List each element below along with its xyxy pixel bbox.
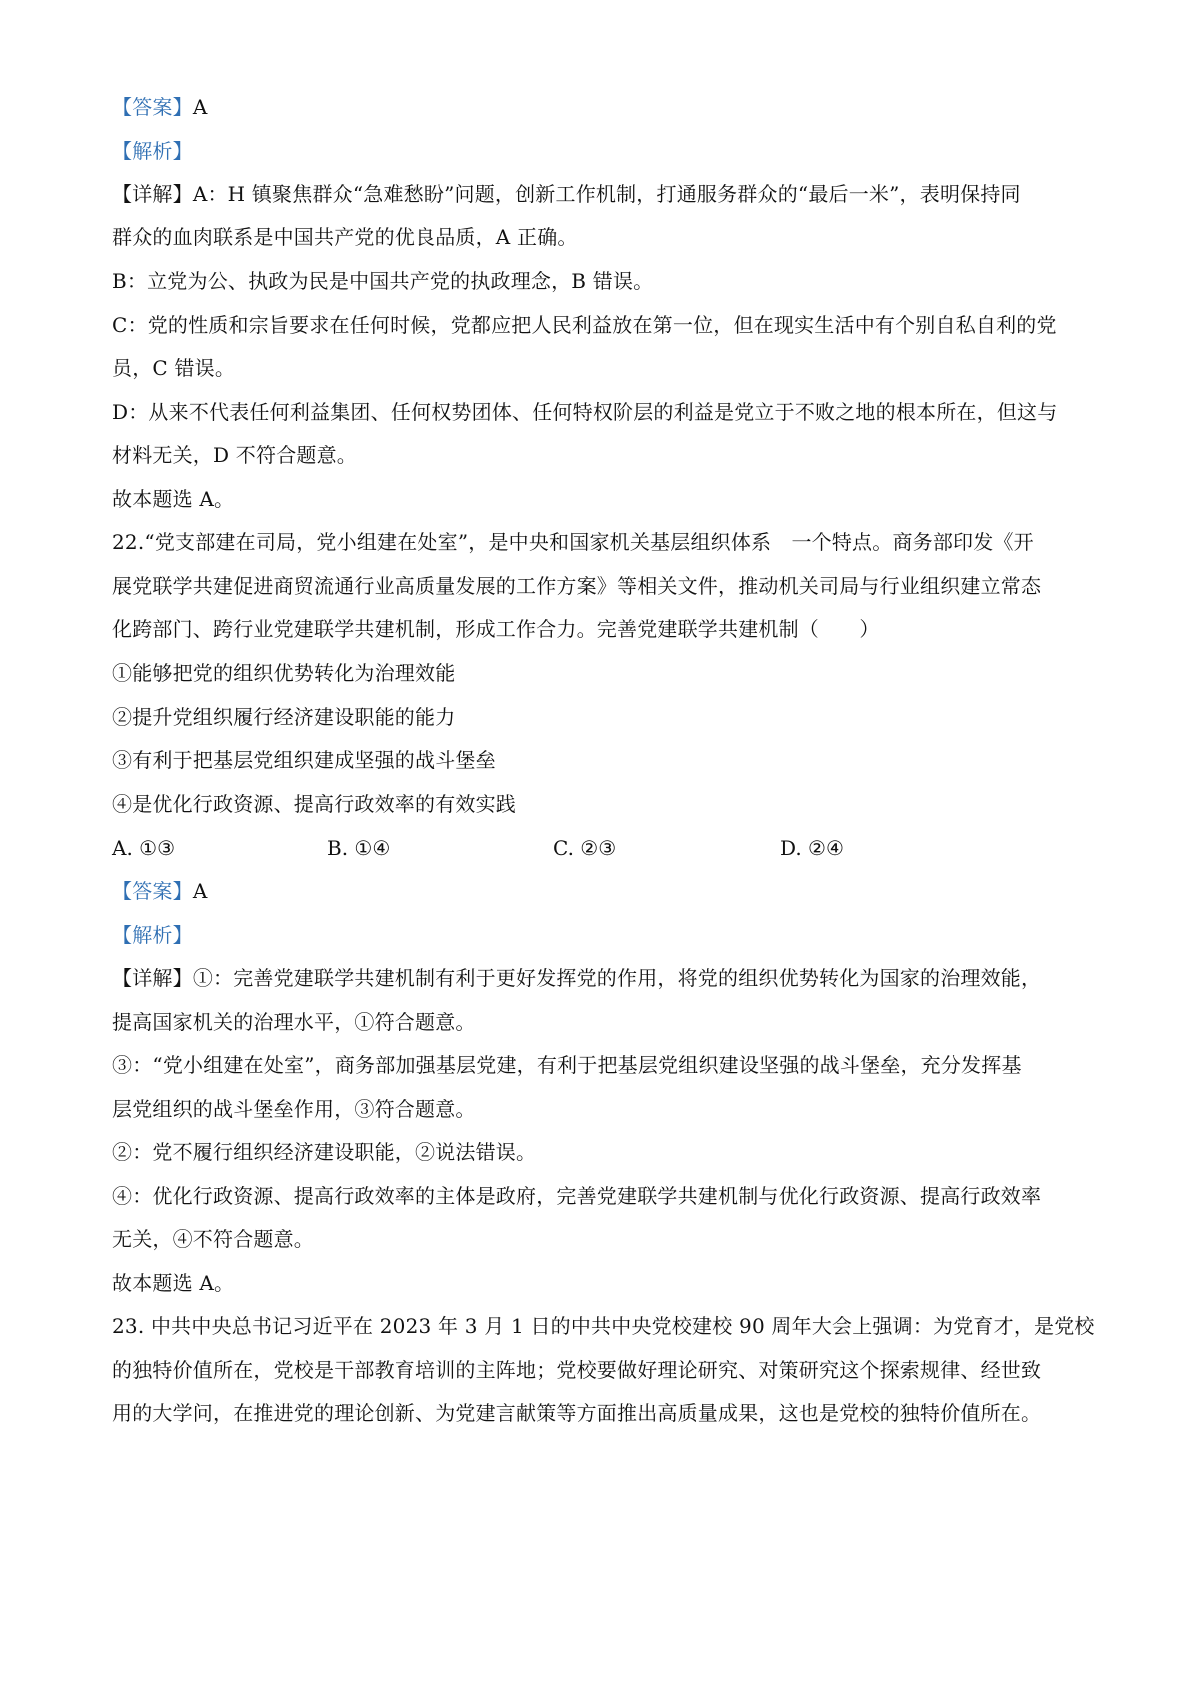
q21-option-c-explanation-1: C：党的性质和宗旨要求在任何时候，党都应把人民利益放在第一位，但在现实生活中有个别自私自利的党 xyxy=(112,313,1057,337)
q23-stem-line-2: 的独特价值所在，党校是干部教育培训的主阵地；党校要做好理论研究、对策研究这个探索规律、经世致 xyxy=(112,1358,1042,1382)
q22-statement-4-explanation-1: ④：优化行政资源、提高行政效率的主体是政府，完善党建联学共建机制与优化行政资源、提高行政效率 xyxy=(112,1184,1042,1208)
q22-statement-4-explanation-2: 无关，④不符合题意。 xyxy=(112,1227,314,1251)
q21-option-d-explanation-2: 材料无关，D 不符合题意。 xyxy=(112,443,357,467)
q22-option-b: B. ①④ xyxy=(327,836,391,860)
q22-option-a: A. ①③ xyxy=(112,836,176,860)
q21-conclusion: 故本题选 A。 xyxy=(112,487,235,511)
q21-detail-line-1 xyxy=(112,179,1102,209)
q22-options-row xyxy=(112,833,1102,863)
q22-stem-line-3: 化跨部门、跨行业党建联学共建机制，形成工作合力。完善党建联学共建机制（ ） xyxy=(112,617,880,641)
q22-detail-line-1 xyxy=(112,963,1102,993)
q21-option-b-explanation: B：立党为公、执政为民是中国共产党的执政理念，B 错误。 xyxy=(112,269,654,293)
q22-analysis-line xyxy=(112,920,1102,950)
q21-detail-line-2: 群众的血肉联系是中国共产党的优良品质，A 正确。 xyxy=(112,225,578,249)
q22-conclusion: 故本题选 A。 xyxy=(112,1271,235,1295)
detail-text: A：H 镇聚焦群众“急难愁盼”问题，创新工作机制，打通服务群众的“最后一米”，表明保持同 xyxy=(192,182,1021,206)
analysis-tag: 【解析】 xyxy=(112,139,193,163)
detail-tag: 【详解】 xyxy=(112,182,193,206)
q22-stem-line-2: 展党联学共建促进商贸流通行业高质量发展的工作方案》等相关文件，推动机关司局与行业组织建立常态 xyxy=(112,574,1042,598)
q22-statement-4: ④是优化行政资源、提高行政效率的有效实践 xyxy=(112,792,516,816)
answer-tag: 【答案】 xyxy=(112,879,193,903)
q22-statement-3-explanation-2: 层党组织的战斗堡垒作用，③符合题意。 xyxy=(112,1097,476,1121)
q22-option-d: D. ②④ xyxy=(780,836,844,860)
q22-detail-line-2: 提高国家机关的治理水平，①符合题意。 xyxy=(112,1010,476,1034)
answer-value: A xyxy=(192,95,208,119)
detail-tag: 【详解】 xyxy=(112,966,193,990)
q23-stem-line-1: 23. 中共中央总书记习近平在 2023 年 3 月 1 日的中共中央党校建校 90 周年大会上强调：为党育才，是党校 xyxy=(112,1314,1095,1338)
answer-value: A xyxy=(192,879,208,903)
q21-option-c-explanation-2: 员，C 错误。 xyxy=(112,356,236,380)
q22-statement-1: ①能够把党的组织优势转化为治理效能 xyxy=(112,661,456,685)
q23-stem-line-3: 用的大学问，在推进党的理论创新、为党建言献策等方面推出高质量成果，这也是党校的独特价值所在。 xyxy=(112,1401,1042,1425)
q22-statement-2-explanation: ②：党不履行组织经济建设职能，②说法错误。 xyxy=(112,1140,537,1164)
q22-option-c: C. ②③ xyxy=(553,836,617,860)
q22-stem-line-1: 22.“党支部建在司局，党小组建在处室”，是中央和国家机关基层组织体系 一个特点。商务部印发《开 xyxy=(112,530,1034,554)
q22-statement-2: ②提升党组织履行经济建设职能的能力 xyxy=(112,705,456,729)
analysis-tag: 【解析】 xyxy=(112,923,193,947)
detail-text: ①：完善党建联学共建机制有利于更好发挥党的作用，将党的组织优势转化为国家的治理效能， xyxy=(192,966,1042,990)
q21-option-d-explanation-1: D：从来不代表任何利益集团、任何权势团体、任何特权阶层的利益是党立于不败之地的根本所在，但这与 xyxy=(112,400,1058,424)
q21-analysis-line xyxy=(112,136,1102,166)
q22-answer-line xyxy=(112,876,1102,906)
q22-statement-3-explanation-1: ③：“党小组建在处室”，商务部加强基层党建，有利于把基层党组织建设坚强的战斗堡垒，充分发挥基 xyxy=(112,1053,1022,1077)
answer-tag: 【答案】 xyxy=(112,95,193,119)
q22-statement-3: ③有利于把基层党组织建成坚强的战斗堡垒 xyxy=(112,748,496,772)
q21-answer-line xyxy=(112,92,1102,122)
